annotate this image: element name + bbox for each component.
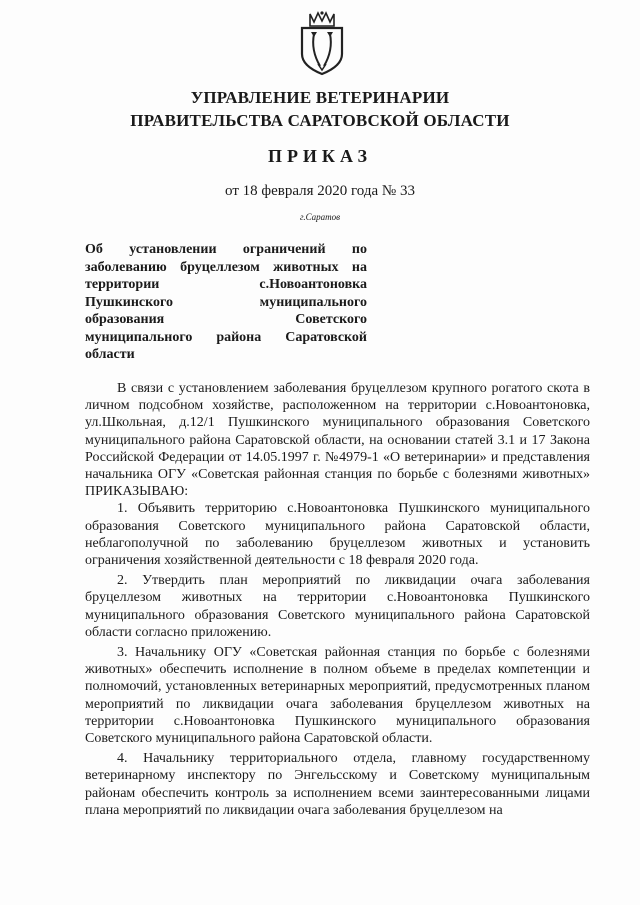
order-item-3: 3. Начальнику ОГУ «Советская районная станция по борьбе с болезнями животных» обеспечить исполнение в полном объеме в пределах компетенции и полномочий, установленных ветеринарных мероприятий, предусмотренных планом мероприятий по ликвидации очага заболевания бруцеллезом животных на территории с.Новоантоновка Пушкинского муниципального образования Советского муниципального района Саратовской области. (85, 645, 590, 747)
order-item-4: 4. Начальнику территориального отдела, главному государственному ветеринарному инспектору по Энгельсскому и Советскому муниципальным районам обеспечить контроль за исполнением всеми заинтересованными лицами плана мероприятий по ликвидации очага заболевания бруцеллезом на (85, 751, 590, 818)
subject-line: заболеванию бруцеллезом животных на (85, 259, 367, 275)
saratov-coat-of-arms-icon (296, 10, 348, 76)
organization-line-1: УПРАВЛЕНИЕ ВЕТЕРИНАРИИ (190, 88, 450, 107)
subject-line: Об установлении ограничений по (85, 242, 367, 257)
order-date-number: от 18 февраля 2020 года № 33 (225, 183, 415, 199)
order-subject (85, 241, 367, 364)
subject-line: Пушкинского муниципального (85, 294, 367, 310)
subject-line: муниципального района Саратовской (85, 329, 367, 345)
order-item-1: 1. Объявить территорию с.Новоантоновка Пушкинского муниципального образования Советского муниципального района Саратовской области, неблагополучной по заболеванию бруцеллезом животных и установить ограничения хозяйственной деятельности с 18 февраля 2020 года. (85, 501, 590, 569)
city-label: г.Саратов (299, 212, 341, 222)
order-item-2: 2. Утвердить план мероприятий по ликвидации очага заболевания бруцеллезом животных на территории с.Новоантоновка Пушкинского муниципального образования Советского муниципального района Саратовской области согласно приложению. (85, 573, 590, 640)
order-body (85, 380, 590, 819)
document-title: ПРИКАЗ (267, 146, 373, 166)
organization-name (0, 86, 640, 132)
organization-line-2: ПРАВИТЕЛЬСТВА САРАТОВСКОЙ ОБЛАСТИ (130, 111, 510, 130)
subject-line: образования Советского (85, 312, 367, 327)
preamble-paragraph: В связи с установлением заболевания бруцеллезом крупного рогатого скота в личном подсобном хозяйстве, расположенном на территории с.Новоантоновка, ул.Школьная, д.12/1 Пушкинского муниципального образования Советского муниципального района Саратовской области, на основании статей 3.1 и 17 Закона Российской Федерации от 14.05.1997 г. №4979-1 «О ветеринарии» и представления начальника ОГУ «Советская районная станция по борьбе с болезнями животных» ПРИКАЗЫВАЮ: (85, 381, 590, 500)
subject-line: территории с.Новоантоновка (85, 277, 367, 292)
subject-line: области (85, 347, 135, 362)
